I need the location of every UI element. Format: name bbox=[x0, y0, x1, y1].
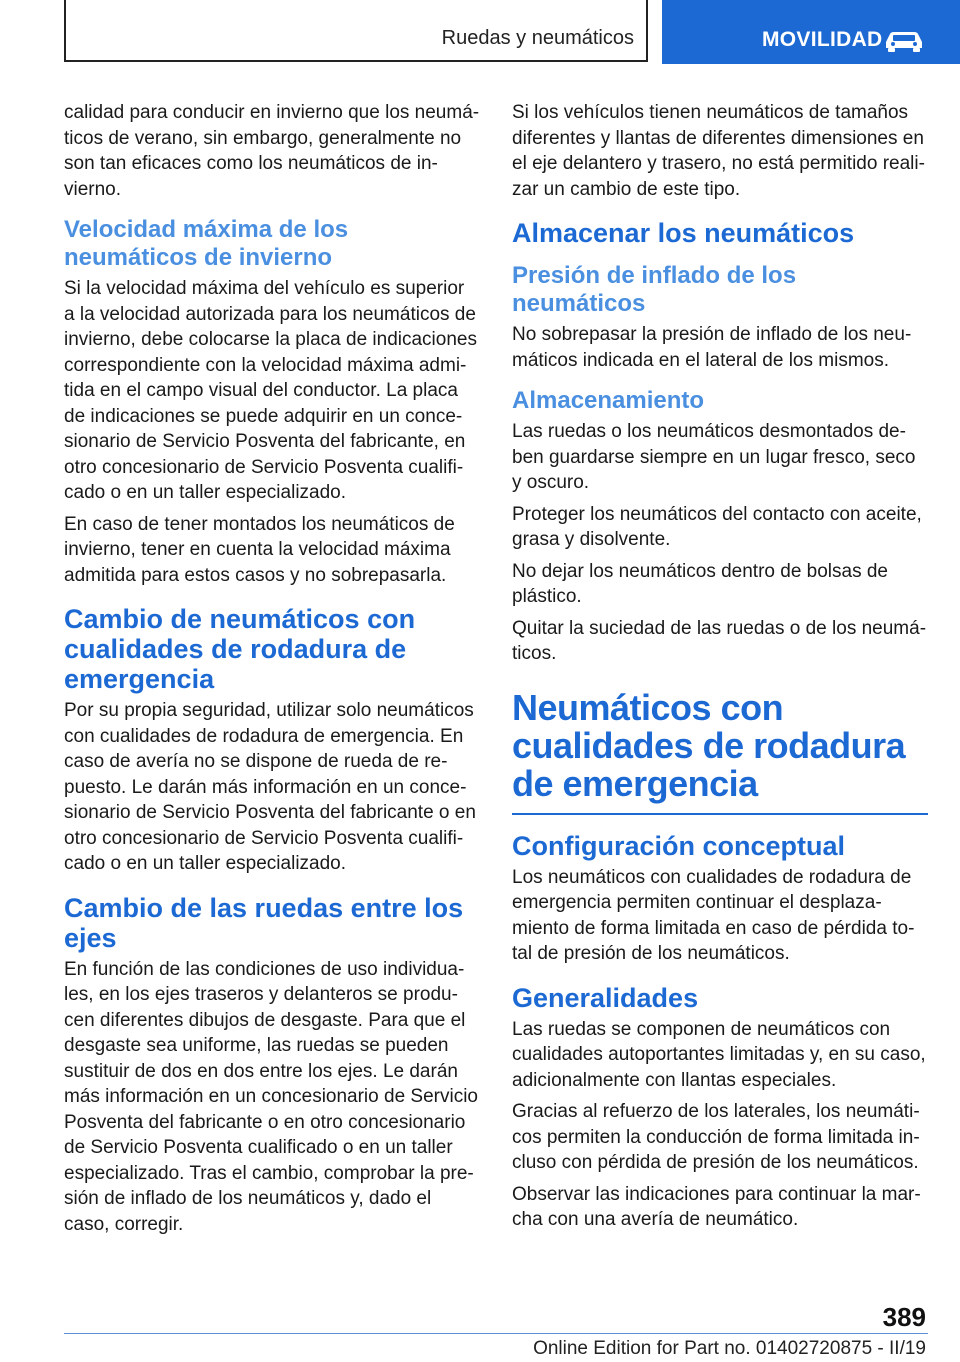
right-column bbox=[512, 100, 928, 1239]
paragraph: No sobrepasar la presión de inflado de los neumáticos indicada en el lateral de los mismos. bbox=[512, 324, 912, 371]
car-icon bbox=[882, 28, 926, 52]
left-column bbox=[64, 100, 480, 1243]
heading-configuracion: Configuración conceptual bbox=[512, 830, 846, 861]
footer-edition: Online Edition for Part no. 01402720875 - II/19 bbox=[533, 1338, 926, 1359]
heading-generalidades: Generalidades bbox=[512, 982, 699, 1013]
paragraph: Observar las indicaciones para continuar la marcha con una avería de neumático. bbox=[512, 1183, 921, 1230]
heading-runflat: Neumáticos con cualidades de rodadura de emergencia bbox=[512, 689, 928, 815]
chapter-tab bbox=[662, 0, 960, 64]
paragraph: Si los vehículos tienen neumáticos de tamaños diferentes y llantas de diferentes dimensiones en el eje delantero y trasero, no está permitido realizar un cambio de este tipo. bbox=[512, 102, 925, 200]
paragraph: Quitar la suciedad de las ruedas o de los neumáticos. bbox=[512, 617, 927, 664]
heading-almacenamiento: Almacenamiento bbox=[512, 387, 705, 414]
paragraph: Gracias al refuerzo de los laterales, los neumáticos permiten la conducción de forma limitada incluso con pérdida de presión de los neumáticos. bbox=[512, 1101, 920, 1173]
heading-almacenar: Almacenar los neumáticos bbox=[512, 218, 855, 248]
chapter-title: MOVILIDAD bbox=[762, 28, 883, 51]
paragraph: Por su propia seguridad, utilizar solo neumáticos con cualidades de rodadura de emergencia. En caso de avería no se dispone de rueda de repuesto. Le darán más información en un concesionario de Servicio Posventa del fabricante o en otro concesionario de Servicio Posventa cualificado o en un taller especializado. bbox=[64, 700, 476, 874]
paragraph: calidad para conducir en invierno que los neumáticos de verano, sin embargo, generalmente no son tan eficaces como los neumáticos de invierno. bbox=[64, 102, 480, 200]
paragraph: Los neumáticos con cualidades de rodadura de emergencia permiten continuar el desplazamiento de forma limitada en caso de pérdida total de presión de los neumáticos. bbox=[512, 866, 915, 964]
heading-presion-inflado: Presión de inflado de los neumáticos bbox=[512, 262, 797, 317]
paragraph: Si la velocidad máxima del vehículo es superior a la velocidad autorizada para los neumáticos de invierno, debe colocarse la placa de indicaciones correspondiente con la velocidad máxima admitida en el campo visual del conductor. La placa de indicaciones se puede adquirir en un concesionario de Servicio Posventa del fabricante, en otro concesionario de Servicio Posventa cualificado o en un taller especializado. bbox=[64, 278, 477, 503]
paragraph: Proteger los neumáticos del contacto con aceite, grasa y disolvente. bbox=[512, 503, 922, 550]
paragraph: En caso de tener montados los neumáticos de invierno, tener en cuenta la velocidad máxima admitida para estos casos y no sobrepasarla. bbox=[64, 513, 455, 586]
page-number: 389 bbox=[882, 1302, 926, 1332]
paragraph: Las ruedas se componen de neumáticos con cualidades autoportantes limitadas y, en su caso, adicionalmente con llantas especiales. bbox=[512, 1018, 926, 1091]
heading-velocidad-maxima: Velocidad máxima de los neumáticos de invierno bbox=[64, 216, 349, 271]
paragraph: Las ruedas o los neumáticos desmontados deben guardarse siempre en un lugar fresco, seco y oscuro. bbox=[512, 421, 916, 493]
paragraph: No dejar los neumáticos dentro de bolsas de plástico. bbox=[512, 560, 889, 607]
section-title: Ruedas y neumáticos bbox=[441, 27, 634, 49]
section-tab bbox=[64, 0, 648, 62]
paragraph: En función de las condiciones de uso individuales, en los ejes traseros y delanteros se producen diferentes dibujos de desgaste. Para que el desgaste sea uniforme, las ruedas se pueden sustituir de dos en dos entre los ejes. Le darán más información en un concesionario de Servicio Posventa del fabricante o en otro concesionario de Servicio Posventa cualificado o en un taller especializado. Tras el cambio, comprobar la presión de inflado de los neumáticos y, dado el caso, corregir. bbox=[64, 958, 478, 1235]
heading-cambio-rodadura: Cambio de neumáticos con cualidades de rodadura de emergencia bbox=[64, 604, 416, 694]
page-header bbox=[0, 0, 960, 66]
footer-divider bbox=[64, 1333, 928, 1334]
heading-cambio-ejes: Cambio de las ruedas entre los ejes bbox=[64, 892, 464, 953]
